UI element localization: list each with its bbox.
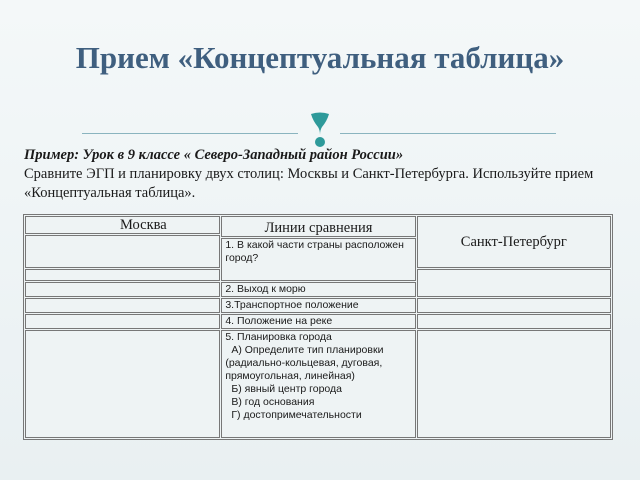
task-text: Сравните ЭГП и планировку двух столиц: Москвы и Санкт-Петербурга. Используйте прием «Концептуальная таблица». [24, 166, 594, 201]
intro-text [24, 146, 620, 203]
header-moscow: Москва [25, 216, 220, 234]
header-spb: Санкт-Петербург [417, 216, 611, 268]
planning-item-b: Б) явный центр города [231, 383, 342, 395]
cell-moscow-3 [25, 298, 220, 313]
cell-spb-5 [417, 330, 611, 438]
slide-title: Прием «Концептуальная таблица» [75, 40, 565, 75]
cell-moscow-2 [25, 282, 220, 297]
cell-spb-3 [417, 298, 611, 313]
header-row [25, 216, 611, 234]
divider-right [340, 133, 556, 134]
comparison-row-5 [221, 330, 415, 438]
cell-spb-4 [417, 314, 611, 329]
header-comparison: Линии сравнения [221, 216, 415, 237]
cell-moscow-1b [25, 269, 220, 281]
cell-moscow-5 [25, 330, 220, 438]
cell-spb-1 [417, 269, 611, 297]
comparison-row-3: 3.Транспортное положение [221, 298, 415, 313]
cell-moscow-4 [25, 314, 220, 329]
concept-table [23, 214, 613, 440]
cell-moscow-1 [25, 235, 220, 268]
example-lead: Пример: Урок в 9 классе « Северо-Западный район России» [24, 147, 404, 163]
comparison-row-4: 4. Положение на реке [221, 314, 415, 329]
planning-item-a: А) Определите тип планировки (радиально-кольцевая, дуговая, прямоугольная, линейная) [225, 344, 384, 382]
planning-heading: 5. Планировка города [225, 331, 332, 343]
planning-item-d: Г) достопримечательности [231, 409, 362, 421]
divider-left [82, 133, 298, 134]
planning-item-c: В) год основания [231, 396, 315, 408]
comparison-row-2: 2. Выход к морю [221, 282, 415, 297]
comparison-row-1: 1. В какой части страны расположен город? [221, 238, 415, 281]
ornament-icon [307, 111, 333, 149]
